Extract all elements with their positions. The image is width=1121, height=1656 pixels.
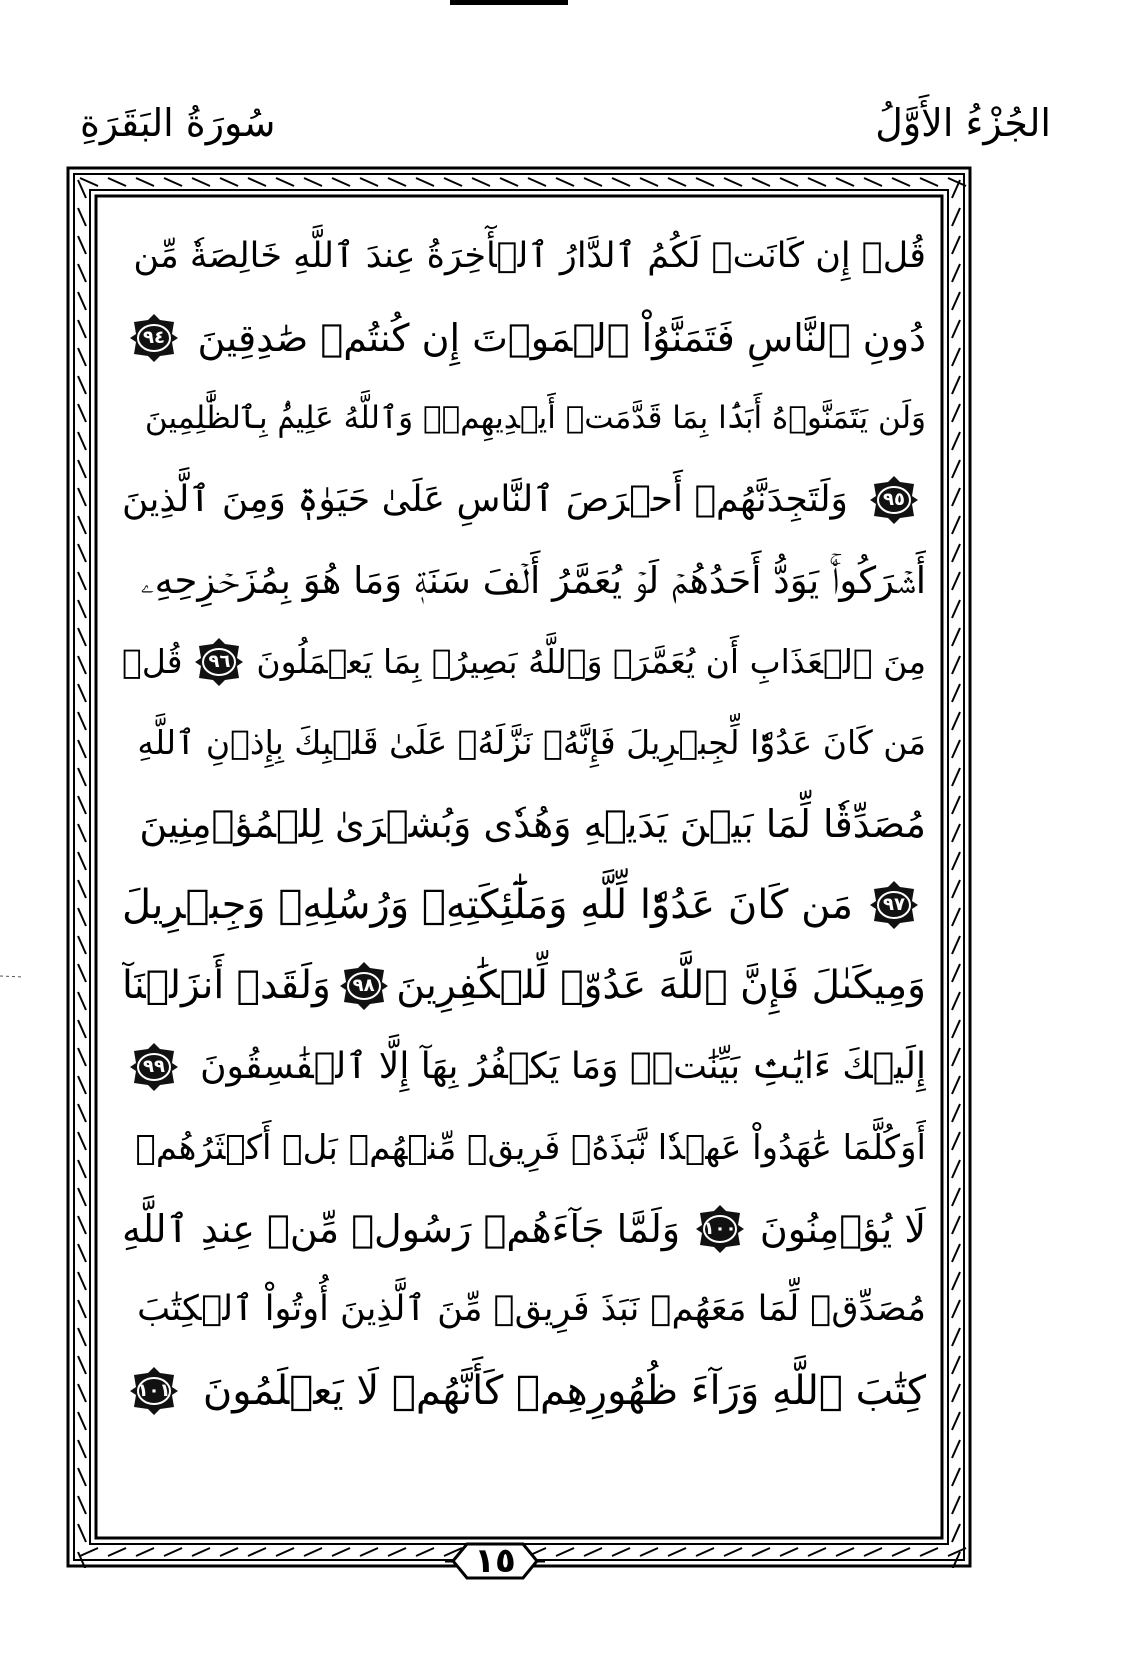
verse-text: أَوَكُلَّمَا عَٰهَدُواْ عَهۡدٗا نَّبَذَهُۥ فَرِيقٞ مِّنۡهُمۚ بَلۡ أَكۡثَرُهُمۡ [135, 1127, 926, 1168]
ayah-number-marker [193, 636, 245, 688]
verse-text: لَا يُؤۡمِنُونَ [759, 1206, 926, 1251]
ayah-number-marker [338, 960, 390, 1012]
verse-line [122, 1269, 926, 1350]
ayah-number: ٩٤ [143, 326, 165, 348]
scan-speck [0, 975, 24, 978]
verse-text-area [122, 216, 926, 1516]
verse-text: وَلَقَدۡ أَنزَلۡنَآ [122, 963, 331, 1008]
ayah-number-marker [868, 474, 920, 526]
verse-text: قُلۡ [122, 642, 183, 681]
ayah-number: ٩٧ [883, 893, 905, 915]
verse-line [122, 378, 926, 459]
juz-name: الجُزْءُ الأَوَّلُ [875, 101, 1051, 145]
surah-name: سُورَةُ البَقَرَةِ [80, 101, 276, 145]
verse-text: وَلَمَّا جَآءَهُمۡ رَسُولٞ مِّنۡ عِندِ ٱللَّهِ [122, 1206, 681, 1251]
ayah-number-marker [694, 1203, 746, 1255]
verse-text: أَشۡرَكُواْۚ يَوَدُّ أَحَدُهُمۡ لَوۡ يُعَمَّرُ أَلۡفَ سَنَةٖ وَمَا هُوَ بِمُزَحۡزِحِهِۦ [140, 559, 926, 602]
ayah-number-marker [128, 312, 180, 364]
verse-line [122, 702, 926, 783]
verse-text: وَلَن يَتَمَنَّوۡهُ أَبَدَۢا بِمَا قَدَّمَتۡ أَيۡدِيهِمۡۚ وَٱللَّهُ عَلِيمُۢ بِٱلظَّٰلِمِينَ [144, 400, 926, 436]
ayah-number: ٩٦ [208, 650, 231, 672]
verse-line [122, 1188, 926, 1269]
verse-text: مَن كَانَ عَدُوّٗا لِّجِبۡرِيلَ فَإِنَّهُۥ نَزَّلَهُۥ عَلَىٰ قَلۡبِكَ بِإِذۡنِ ٱللَّهِ [137, 723, 926, 762]
verse-text: وَمِيكَىٰلَ فَإِنَّ ٱللَّهَ عَدُوّٞ لِّلۡكَٰفِرِينَ [396, 963, 926, 1008]
verse-text: دُونِ ٱلنَّاسِ فَتَمَنَّوُاْ ٱلۡمَوۡتَ إِن كُنتُمۡ صَٰدِقِينَ [197, 315, 926, 360]
verse-line [122, 1350, 926, 1431]
ayah-number: ١٠١ [137, 1379, 171, 1401]
verse-line [122, 297, 926, 378]
page-number [445, 1540, 545, 1582]
verse-line [122, 864, 926, 945]
ayah-number: ٩٩ [143, 1055, 165, 1077]
ayah-number-marker [128, 1365, 180, 1417]
verse-line [122, 945, 926, 1026]
ayah-number: ١٠٠ [703, 1217, 737, 1239]
verse-line [122, 216, 926, 297]
ayah-number-marker [128, 1041, 180, 1093]
verse-text: مُصَدِّقٗا لِّمَا بَيۡنَ يَدَيۡهِ وَهُدٗى وَبُشۡرَىٰ لِلۡمُؤۡمِنِينَ [139, 801, 926, 846]
ayah-number: ٩٨ [352, 974, 375, 996]
verse-line [122, 783, 926, 864]
verse-text: إِلَيۡكَ ءَايَٰتِۢ بَيِّنَٰتٖۖ وَمَا يَكۡفُرُ بِهَآ إِلَّا ٱلۡفَٰسِقُونَ [200, 1045, 926, 1087]
verse-line [122, 1026, 926, 1107]
verse-text: قُلۡ إِن كَانَتۡ لَكُمُ ٱلدَّارُ ٱلۡأٓخِرَةُ عِندَ ٱللَّهِ خَالِصَةٗ مِّن [133, 236, 926, 276]
verse-line [122, 459, 926, 540]
verse-text: مَن كَانَ عَدُوّٗا لِّلَّهِ وَمَلَٰٓئِكَتِهِۦ وَرُسُلِهِۦ وَجِبۡرِيلَ [122, 881, 854, 928]
verse-text: مُصَدِّقٞ لِّمَا مَعَهُمۡ نَبَذَ فَرِيقٞ مِّنَ ٱلَّذِينَ أُوتُواْ ٱلۡكِتَٰبَ [137, 1289, 926, 1329]
ayah-number-marker [868, 879, 920, 931]
verse-line [122, 621, 926, 702]
verse-line [122, 540, 926, 621]
verse-text: مِنَ ٱلۡعَذَابِ أَن يُعَمَّرَۗ وَٱللَّهُ بَصِيرُۢ بِمَا يَعۡمَلُونَ [256, 642, 926, 681]
ayah-number: ٩٥ [883, 488, 905, 510]
verse-line [122, 1107, 926, 1188]
verse-text: وَلَتَجِدَنَّهُمۡ أَحۡرَصَ ٱلنَّاسِ عَلَىٰ حَيَوٰةٖ وَمِنَ ٱلَّذِينَ [122, 478, 848, 520]
top-rule [450, 0, 568, 5]
page-number-text: ١٥ [474, 1541, 516, 1581]
verse-text: كِتَٰبَ ٱللَّهِ وَرَآءَ ظُهُورِهِمۡ كَأَنَّهُمۡ لَا يَعۡلَمُونَ [202, 1367, 926, 1414]
